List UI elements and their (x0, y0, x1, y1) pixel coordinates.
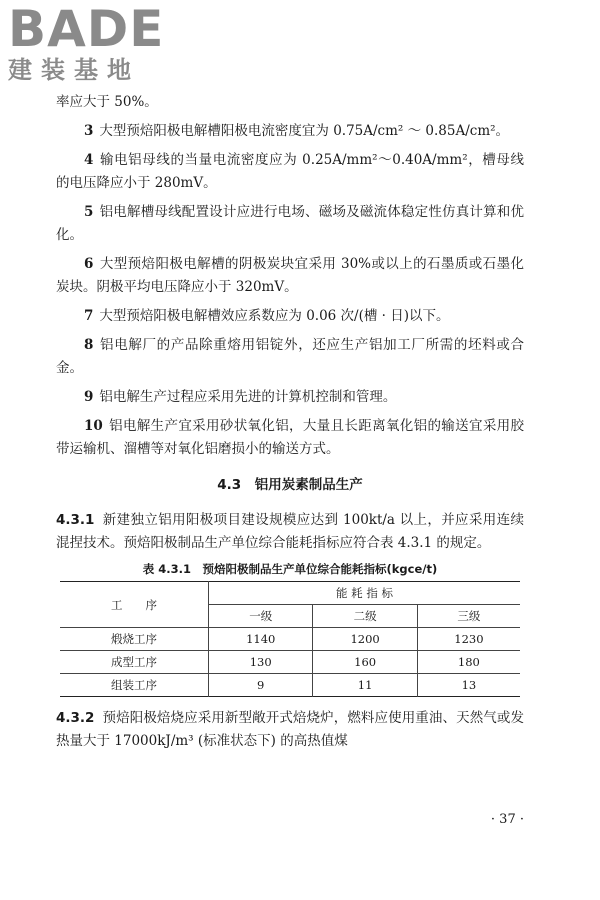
item-number: 10 (84, 418, 103, 434)
table-row (60, 628, 520, 651)
row-process: 煅烧工序 (60, 628, 209, 651)
page-content (56, 91, 524, 759)
paragraph-text: 大型预焙阳极电解槽效应系数应为 0.06 次/(槽 · 日)以下。 (99, 308, 450, 324)
row-value: 13 (417, 674, 520, 697)
table-row (60, 651, 520, 674)
paragraph-item-8 (56, 334, 524, 380)
paragraph-text: 率应大于 50%。 (56, 94, 158, 110)
header-level-1: 一级 (209, 605, 313, 628)
row-value: 1230 (417, 628, 520, 651)
paragraph-item-4 (56, 149, 524, 195)
item-number: 3 (84, 123, 94, 139)
clause-4-3-2 (56, 707, 524, 753)
clause-number: 4.3.1 (56, 512, 95, 528)
bade-logo (8, 0, 165, 84)
paragraph-item-7 (56, 305, 524, 328)
paragraph-text: 铝电解生产过程应采用先进的计算机控制和管理。 (99, 389, 397, 405)
row-value: 9 (209, 674, 313, 697)
clause-4-3-1 (56, 509, 524, 555)
item-number: 5 (84, 204, 94, 220)
row-process: 组装工序 (60, 674, 209, 697)
item-number: 7 (84, 308, 94, 324)
header-level-2: 二级 (313, 605, 417, 628)
energy-consumption-table (60, 581, 520, 697)
paragraph-item-5 (56, 201, 524, 247)
paragraph-item-3 (56, 120, 524, 143)
clause-text: 新建独立铝用阳极项目建设规模应达到 100kt/a 以上，并应采用连续混捏技术。预焙阳极制品生产单位综合能耗指标应符合表 4.3.1 的规定。 (56, 512, 524, 551)
item-number: 9 (84, 389, 94, 405)
row-value: 1200 (313, 628, 417, 651)
page-number: · 37 · (490, 812, 524, 827)
logo-wordmark: BADE (8, 0, 165, 58)
paragraph-item-9 (56, 386, 524, 409)
paragraph-item-10 (56, 415, 524, 461)
row-value: 11 (313, 674, 417, 697)
section-title: 4.3 铝用炭素制品生产 (217, 477, 363, 493)
paragraph-text: 大型预焙阳极电解槽的阴极炭块宜采用 30%或以上的石墨质或石墨化炭块。阴极平均电压降应小于 320mV。 (56, 256, 524, 295)
paragraph-text: 大型预焙阳极电解槽阳极电流密度宜为 0.75A/cm² ～ 0.85A/cm²。 (99, 123, 510, 139)
row-process: 成型工序 (60, 651, 209, 674)
row-value: 180 (417, 651, 520, 674)
paragraph-text: 输电铝母线的当量电流密度应为 0.25A/mm²～0.40A/mm²，槽母线的电压降应小于 280mV。 (56, 152, 524, 191)
item-number: 8 (84, 337, 94, 353)
table-caption: 表 4.3.1 预焙阳极制品生产单位综合能耗指标(kgce/t) (142, 562, 438, 576)
table-header-row (60, 582, 520, 605)
row-value: 1140 (209, 628, 313, 651)
paragraph-continuation (56, 91, 524, 114)
paragraph-text: 铝电解槽母线配置设计应进行电场、磁场及磁流体稳定性仿真计算和优化。 (56, 204, 524, 243)
row-value: 130 (209, 651, 313, 674)
table-row (60, 674, 520, 697)
clause-text: 预焙阳极焙烧应采用新型敞开式焙烧炉，燃料应使用重油、天然气或发热量大于 17000kJ/m³ (标准状态下) 的高热值煤 (56, 710, 524, 749)
header-energy-group: 能 耗 指 标 (209, 582, 521, 605)
clause-number: 4.3.2 (56, 710, 95, 726)
header-level-3: 三级 (417, 605, 520, 628)
item-number: 4 (84, 152, 94, 168)
row-value: 160 (313, 651, 417, 674)
header-process: 工 序 (60, 582, 209, 628)
paragraph-item-6 (56, 253, 524, 299)
logo-subtitle: 建装基地 (8, 56, 140, 84)
item-number: 6 (84, 256, 94, 272)
paragraph-text: 铝电解厂的产品除重熔用铝锭外，还应生产铝加工厂所需的坯料或合金。 (56, 337, 524, 376)
paragraph-text: 铝电解生产宜采用砂状氧化铝，大量且长距离氧化铝的输送宜采用胶带运输机、溜槽等对氧化铝磨损小的输送方式。 (56, 418, 524, 457)
